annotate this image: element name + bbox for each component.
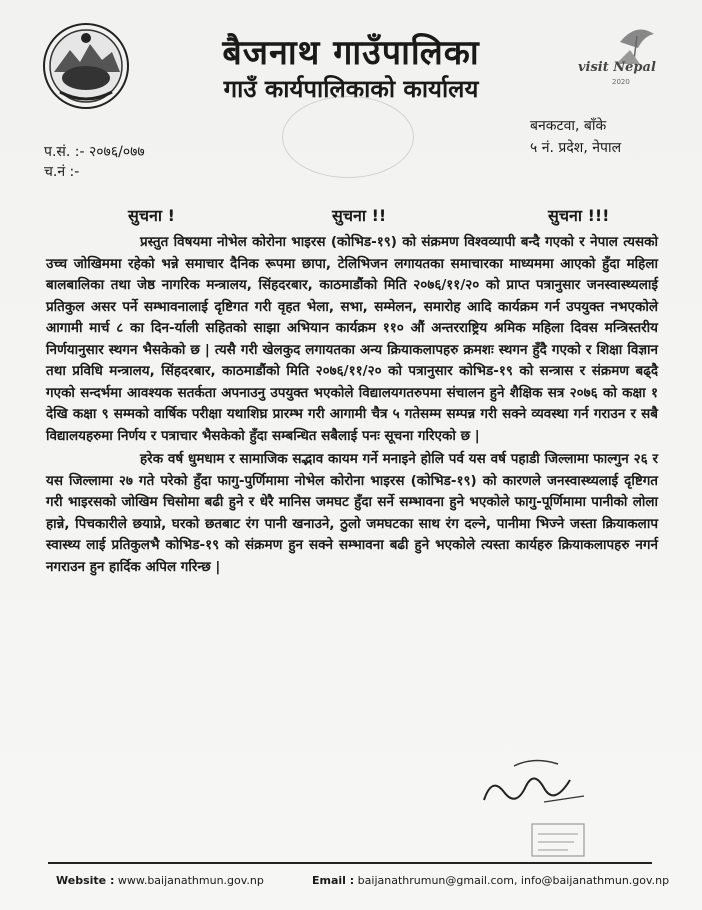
reference-number: प.सं. :- २०७६/०७७	[44, 144, 145, 160]
notice-title-3: सुचना !!!	[548, 206, 610, 225]
notice-title-1: सुचना !	[128, 206, 175, 225]
body-paragraph-1: प्रस्तुत विषयमा नोभेल कोरोना भाइरस (कोभिड-१९) को संक्रमण विश्वव्यापी बन्दै गएको र नेपाल त्यसको उच्च जोखिममा रहेको भन्ने समाचार दैनिक रूपमा छापा, टेलिभिजन लगायतका समाचारका माध्यममा आएको हुँदा महिला बालबालिका तथा जेष्ठ नागरिक मन्त्रालय, सिंहदरबार, काठमाडौंको मिति २०७६/११/२० को प्राप्त पत्रानुसार जनस्वास्थ्यलाई प्रतिकुल असर पर्ने सम्भावनालाई दृष्टिगत गरी वृहत भेला, सभा, सम्मेलन, समारोह आदि कार्यक्रम गर्न उपयुक्त नभएकोले आगामी मार्च ८ का दिन-र्याली सहितको साझा अभियान कार्यक्रम ११० औं अन्तरराष्ट्रिय श्रमिक महिला दिवस मन्त्रिस्तरीय निर्णयानुसार स्थगन भैसकेको छ | त्यसै गरी खेलकुद लगायतका अन्य क्रियाकलापहरु क्रमशः स्थगन हुँदै गएको र शिक्षा विज्ञान तथा प्रविधि मन्त्रालय, सिंहदरबार, काठमाडौंको मिति २०७६/११/२० को पत्रानुसार कोभिड-१९ को सन्त्रास र संक्रमण बढ्दै गएको सन्दर्भमा आवश्यक सतर्कता अपनाउनु उपयुक्त भएकोले विद्यालयगतरुपमा संचालन हुने शैक्षिक सत्र २०७६ को कक्षा १ देखि कक्षा ९ सम्मको वार्षिक परीक्षा यथाशिघ्र प्रारम्भ गरी आगामी चैत्र ५ गतेसम्म सम्पन्न गरी सक्ने व्यवस्था गर्न गराउन र सबै विद्यालयहरुमा निर्णय र पत्राचार भैसकेको हुँदा सम्बन्धित सबैलाई पनः सूचना गरिएको छ |	[46, 234, 658, 444]
website-label: Website :	[56, 874, 115, 887]
footer-divider	[48, 862, 652, 864]
address-line-1: बनकटवा, बाँके	[530, 118, 607, 134]
visit-logo-year: 2020	[612, 78, 630, 86]
footer-email	[312, 874, 669, 887]
signature-icon	[474, 752, 594, 816]
email-link[interactable]: baijanathrumun@gmail.com, info@baijanathmun.gov.np	[357, 874, 670, 887]
watermark-stamp	[282, 96, 414, 178]
official-stamp-icon	[528, 820, 588, 860]
dispatch-number: च.नं :-	[44, 164, 80, 180]
notice-body	[46, 232, 658, 578]
office-name: बैजनाथ गाउँपालिका	[222, 33, 480, 73]
footer-website	[56, 874, 264, 887]
website-link[interactable]: www.baijanathmun.gov.np	[117, 874, 264, 887]
email-label: Email :	[312, 874, 355, 887]
body-paragraph-2: हरेक वर्ष धुमधाम र सामाजिक सद्भाव कायम गर्ने मनाइने होलि पर्व यस वर्ष पहाडी जिल्लामा फाल्गुन २६ र यस जिल्लामा २७ गते परेको हुँदा फागु-पुर्णिमामा नोभेल कोरोना भाइरस (कोभिड-१९) को कारणले जनस्वास्थ्यलाई दृष्टिगत गरी भाइरसको जोखिम चिसोमा बढी हुने र धेरै मानिस जमघट हुँदा सर्ने सम्भावना हुने भएकोले फागु-पूर्णिमामा पानीको लोला हान्ने, पिचकारीले छयाप्ने, घरको छतबाट रंग पानी खनाउने, ठुलो जमघटका साथ रंग दल्ने, पानीमा भिज्ने जस्ता क्रियाकलाप स्वास्थ्य लाई प्रतिकुलभै कोभिड-१९ को संक्रमण हुन सक्ने सम्भावना बढी हुने भएकोले त्यस्ता कार्यहरु क्रियाकलापहरु नगर्न नगराउन हुन हार्दिक अपिल गरिन्छ |	[46, 451, 658, 575]
address-line-2: ५ नं. प्रदेश, नेपाल	[530, 140, 622, 156]
office-subtitle: गाउँ कार्यपालिकाको कार्यालय	[223, 75, 479, 103]
visit-logo-text: visit Nepal	[578, 60, 656, 75]
notice-title-2: सुचना !!	[332, 206, 387, 225]
